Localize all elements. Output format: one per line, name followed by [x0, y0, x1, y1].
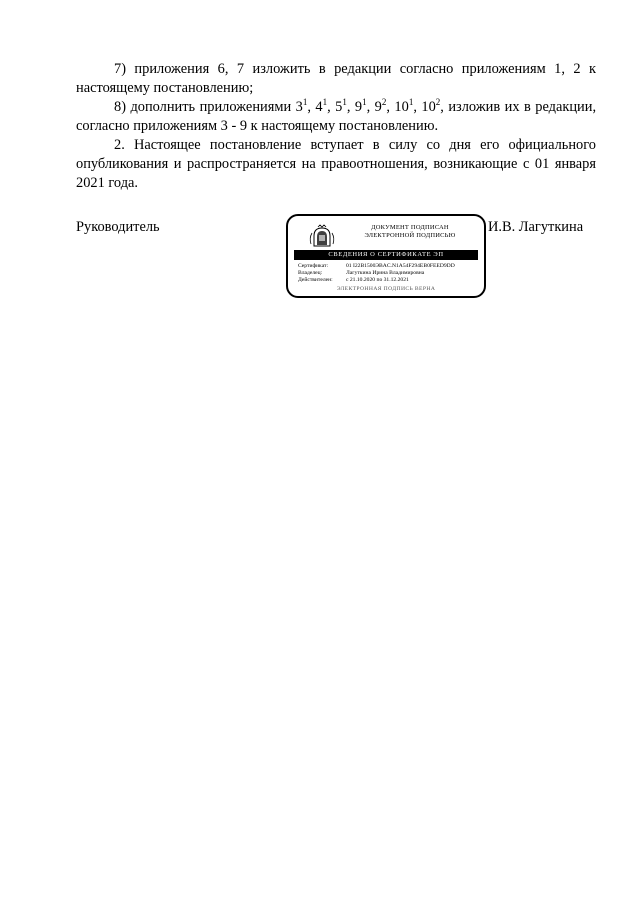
stamp-row-owner	[298, 270, 478, 277]
stamp-row-validity	[298, 277, 478, 284]
paragraph-text: , изложив их в редакции, согласно приложениям 3 - 9 к настоящему постановлению.	[76, 99, 597, 134]
stamp-row-value: 01 I22B1500ЭBAC.N1A54F294EB0FEED9DD	[346, 263, 455, 269]
electronic-signature-stamp	[286, 214, 486, 298]
superscript-index: 1	[302, 97, 308, 107]
stamp-heading-line: ДОКУМЕНТ ПОДПИСАН	[371, 224, 449, 231]
body-paragraph	[76, 136, 596, 193]
signer-title: Руководитель	[76, 219, 160, 235]
stamp-row-value: с 21.10.2020 по 31.12.2021	[346, 277, 409, 283]
paragraph-text: , 9	[366, 99, 382, 115]
stamp-row-certificate	[298, 263, 478, 270]
signer-name: И.В. Лагуткина	[488, 219, 584, 235]
body-paragraph	[76, 98, 596, 136]
paragraph-text: 2. Настоящее постановление вступает в силу со дня его официального опубликования и распространяется на правоотношения, возникающие с 01 января 2021 года.	[76, 137, 596, 191]
stamp-row-value: Лагуткина Ирина Владимировна	[346, 270, 425, 276]
stamp-row-label: Действителен:	[298, 277, 333, 283]
superscript-index: 2	[435, 97, 441, 107]
paragraph-text: , 5	[327, 99, 343, 115]
paragraph-text: , 4	[307, 99, 323, 115]
stamp-row-label: Владелец:	[298, 270, 323, 276]
stamp-heading-line: ЭЛЕКТРОННОЙ ПОДПИСЬЮ	[364, 232, 456, 239]
stamp-footer: ЭЛЕКТРОННАЯ ПОДПИСЬ ВЕРНА	[336, 286, 436, 292]
paragraph-text: , 10	[386, 99, 409, 115]
superscript-index: 1	[342, 97, 347, 107]
superscript-index: 1	[408, 97, 414, 107]
stamp-heading	[340, 224, 480, 240]
paragraph-text: , 10	[413, 99, 436, 115]
superscript-index: 1	[362, 97, 367, 107]
body-paragraph	[76, 60, 596, 98]
stamp-row-label: Сертификат:	[298, 263, 329, 269]
stamp-certificate-details	[298, 263, 478, 284]
paragraph-text: 7) приложения 6, 7 изложить в редакции согласно приложениям 1, 2 к настоящему постановлению;	[76, 61, 596, 96]
document-body	[76, 60, 596, 193]
paragraph-text: 8) дополнить приложениями 3	[114, 99, 303, 115]
coat-of-arms-icon	[308, 224, 336, 248]
superscript-index: 1	[322, 97, 328, 107]
superscript-index: 2	[381, 97, 387, 107]
stamp-certificate-band: СВЕДЕНИЯ О СЕРТИФИКАТЕ ЭП	[294, 250, 478, 260]
paragraph-text: , 9	[346, 99, 363, 115]
